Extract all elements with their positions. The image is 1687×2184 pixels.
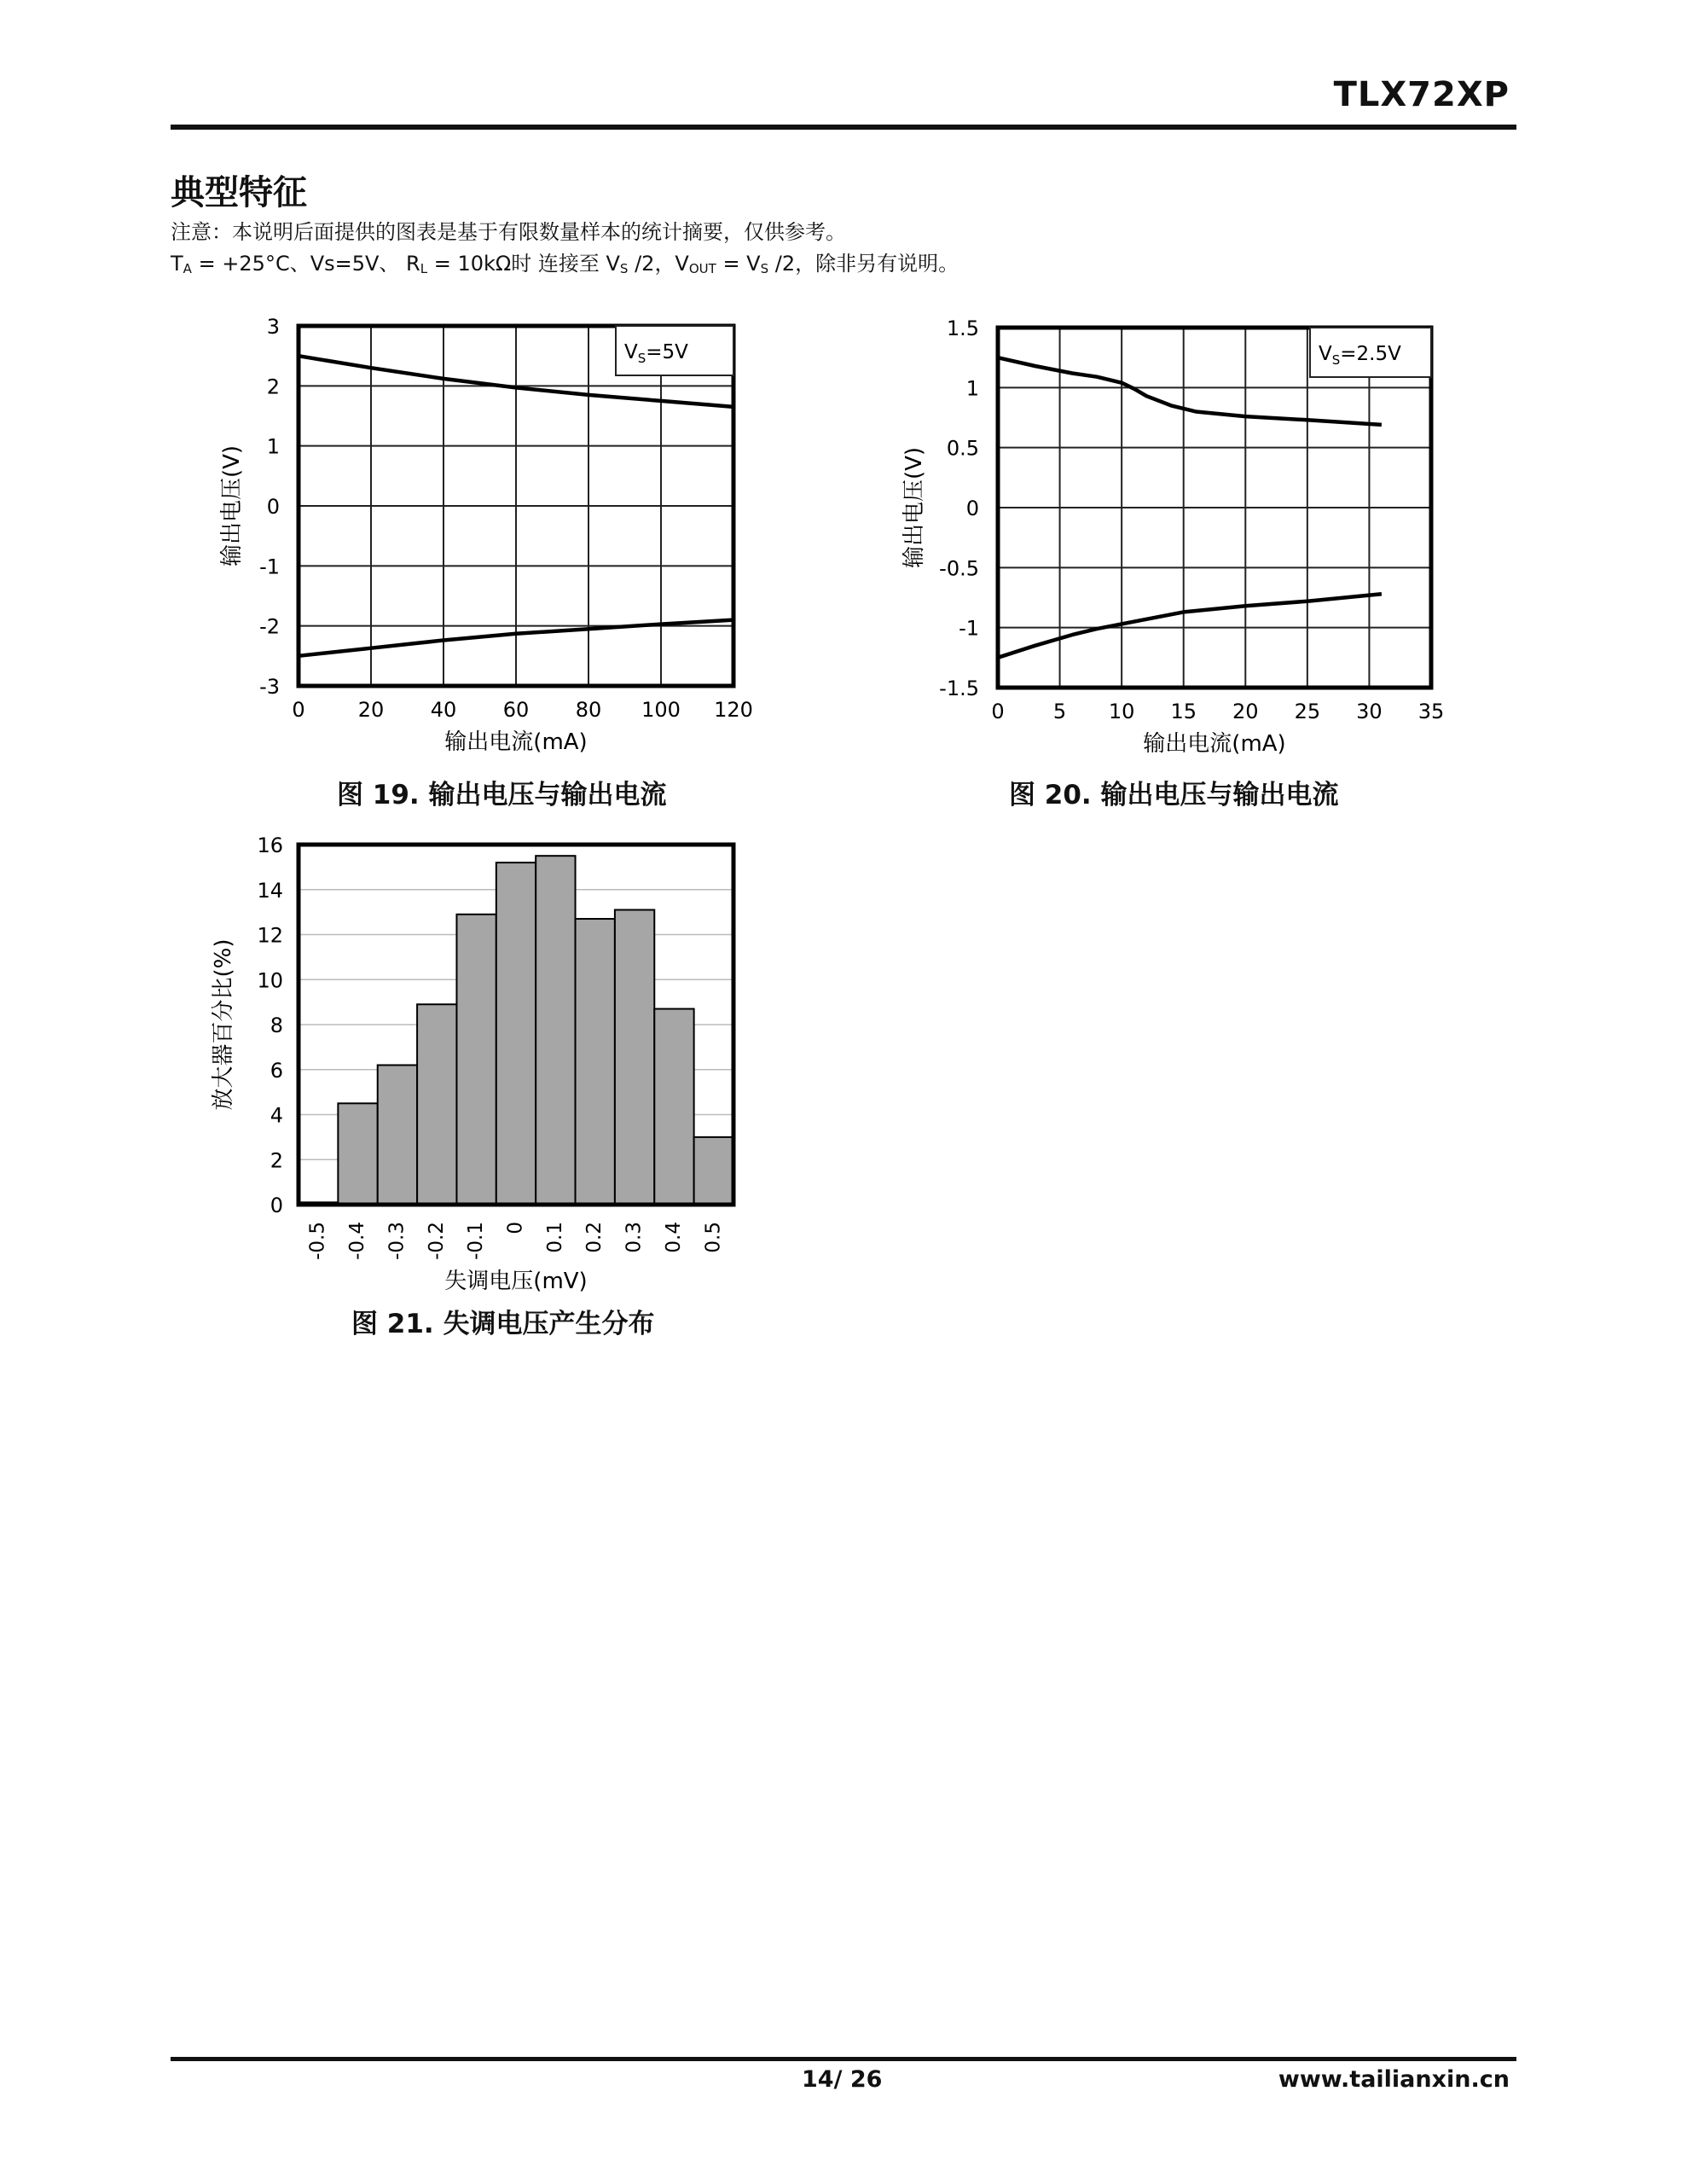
y-tick-label: 0	[266, 495, 280, 519]
y-tick-label: 1	[965, 376, 979, 401]
footer-rule	[171, 2057, 1516, 2061]
x-tick-label: -0.1	[465, 1222, 488, 1260]
histogram-bar	[378, 1065, 417, 1205]
x-tick-label: 100	[641, 698, 681, 722]
note-line-1: 注意：本说明后面提供的图表是基于有限数量样本的统计摘要，仅供参考。	[171, 220, 846, 244]
x-tick-label: 0.5	[702, 1222, 725, 1253]
y-tick-label: 1.5	[946, 317, 979, 340]
histogram-bar	[536, 856, 575, 1205]
y-tick-label: 0	[270, 1194, 283, 1217]
x-tick-label: 15	[1170, 700, 1197, 723]
x-tick-label: 80	[575, 698, 602, 722]
section-title: 典型特征	[171, 173, 307, 212]
y-tick-label: -2	[259, 614, 280, 639]
x-tick-label: 0.3	[623, 1222, 646, 1253]
x-axis-label: 输出电流(mA)	[444, 729, 588, 755]
caption-fig19: 图 19. 输出电压与输出电流	[337, 780, 667, 810]
x-tick-label: -0.3	[386, 1222, 409, 1260]
y-tick-label: 4	[270, 1103, 283, 1128]
chart-fig20	[870, 307, 1501, 771]
histogram-bar	[338, 1103, 377, 1205]
histogram-bar	[576, 919, 615, 1205]
histogram-bar	[694, 1137, 733, 1205]
x-tick-label: 35	[1417, 700, 1445, 723]
x-tick-label: 0	[991, 700, 1005, 723]
x-tick-label: 25	[1294, 700, 1321, 723]
y-tick-label: -3	[259, 675, 280, 699]
x-tick-label: 30	[1356, 700, 1383, 723]
y-tick-label: 8	[270, 1014, 283, 1037]
histogram-bar	[615, 909, 654, 1205]
y-tick-label: 2	[270, 1148, 283, 1173]
x-tick-label: -0.5	[306, 1222, 329, 1260]
y-axis-label: 放大器百分比(%)	[211, 938, 236, 1111]
caption-fig20: 图 20. 输出电压与输出电流	[1009, 780, 1339, 810]
y-tick-label: -0.5	[939, 556, 979, 581]
x-tick-label: 0	[292, 698, 305, 722]
y-tick-label: -1	[959, 616, 979, 641]
histogram-bar	[496, 863, 536, 1205]
y-tick-label: 1	[266, 434, 280, 459]
histogram-bar	[654, 1009, 693, 1205]
note-line-2: $T_A = +25^\circ C$、Vs=5V、 $R_L = 10k\Omega$时 连接至 $V_S$ /2，$V_{OUT} = V_S$ /2，除非另有说明。	[171, 252, 959, 276]
header-rule	[171, 125, 1516, 130]
x-axis-label: 失调电压(mV)	[444, 1269, 588, 1294]
x-tick-label: 10	[1108, 700, 1135, 723]
product-title: TLX72XP	[1333, 75, 1510, 114]
chart-fig21	[171, 819, 785, 1300]
chart-fig19	[171, 307, 785, 771]
x-tick-label: 20	[357, 698, 385, 722]
y-axis-label: 输出电压(V)	[219, 444, 245, 567]
x-tick-label: 5	[1052, 700, 1067, 723]
y-axis-label: 输出电压(V)	[901, 446, 927, 569]
series-line	[998, 594, 1382, 658]
y-tick-label: 3	[266, 315, 280, 339]
x-tick-label: 120	[714, 698, 753, 722]
histogram-bar	[417, 1004, 456, 1205]
x-tick-label: 40	[430, 698, 457, 722]
x-axis-label: 输出电流(mA)	[1143, 731, 1286, 757]
x-tick-label: 0	[504, 1222, 527, 1234]
histogram-bar	[456, 915, 496, 1205]
x-tick-label: 20	[1232, 700, 1259, 723]
y-tick-label: 0	[965, 497, 979, 520]
page-number: 14/ 26	[802, 2066, 883, 2093]
caption-fig21: 图 21. 失调电压产生分布	[351, 1309, 655, 1339]
x-tick-label: -0.2	[425, 1222, 448, 1260]
x-tick-label: -0.4	[346, 1222, 369, 1260]
y-tick-label: 6	[270, 1058, 283, 1083]
y-tick-label: -1	[259, 555, 280, 579]
annotation-label: $V_S=2.5V$	[1319, 343, 1401, 368]
x-tick-label: 0.4	[662, 1222, 685, 1253]
y-tick-label: 10	[257, 968, 283, 993]
y-tick-label: 12	[257, 923, 283, 948]
y-tick-label: 0.5	[946, 436, 979, 461]
y-tick-label: 16	[257, 834, 283, 857]
x-tick-label: 0.1	[543, 1222, 566, 1253]
x-tick-label: 0.2	[583, 1222, 606, 1253]
x-tick-label: 60	[502, 698, 530, 722]
y-tick-label: -1.5	[939, 677, 979, 700]
website-link[interactable]: www.tailianxin.cn	[1278, 2066, 1510, 2093]
annotation-label: $V_S=5V$	[624, 341, 688, 366]
y-tick-label: 2	[266, 375, 280, 399]
y-tick-label: 14	[257, 878, 283, 903]
